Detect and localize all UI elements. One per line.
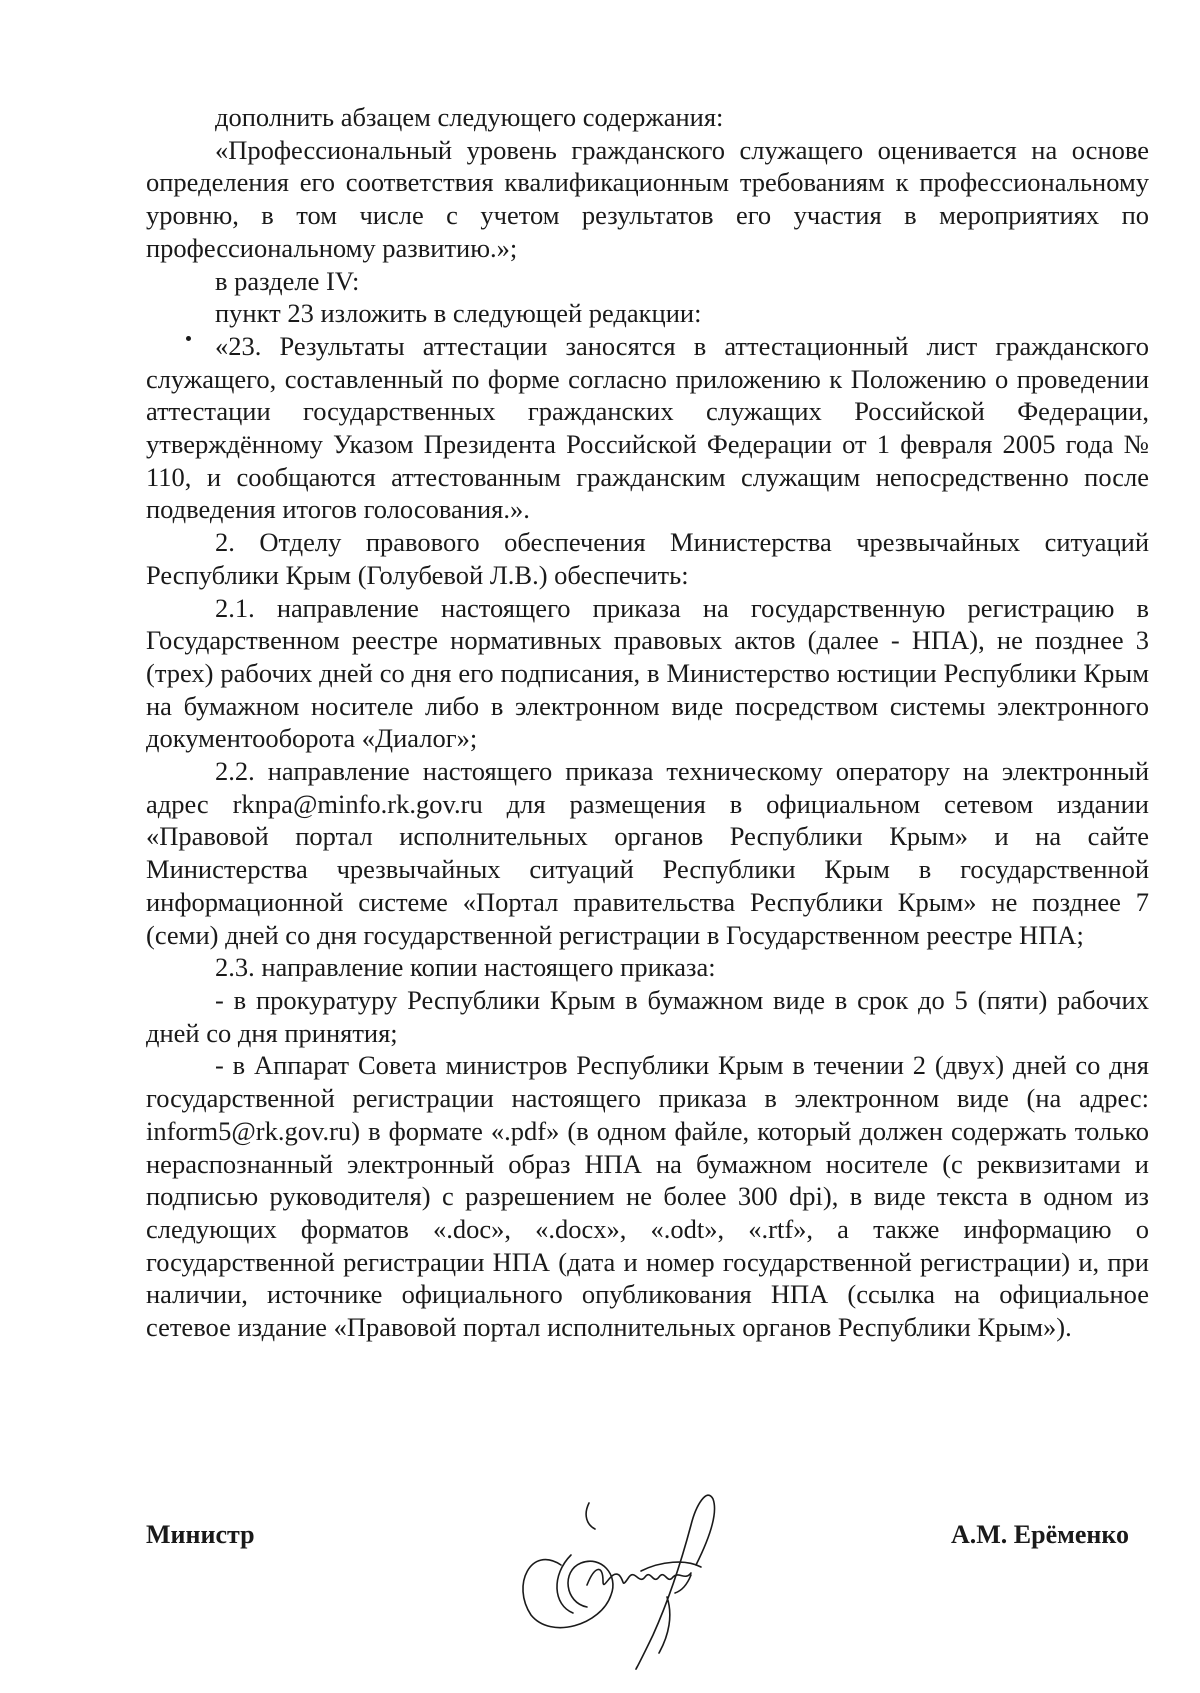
document-body: [146, 101, 1149, 1344]
paragraph-4: пункт 23 изложить в следующей редакции:: [215, 298, 702, 329]
paragraph-3: в разделе IV:: [215, 265, 360, 296]
paragraph-10: - в прокуратуру Республики Крым в бумажном виде в срок до 5 (пяти) рабочих дней со дня принятия;: [146, 984, 1149, 1048]
signer-name: А.М. Ерёменко: [950, 1520, 1129, 1549]
paragraph-8: 2.2. направление настоящего приказа техническому оператору на электронный адрес rknpa@minfo.rk.gov.ru для размещения в официальном сетевом издании «Правовой портал исполнительных органов Республики Крым» и на сайте Министерства чрезвычайных ситуаций Республики Крым в государственной информационной системе «Портал правительства Республики Крым» не позднее 7 (семи) дней со дня государственной регистрации в Государственном реестре НПА;: [146, 756, 1149, 950]
paragraph-5: «23. Результаты аттестации заносятся в аттестационный лист гражданского служащего, составленный по форме согласно приложению к Положению о проведении аттестации государственных гражданских служащих Российской Федерации, утверждённому Указом Президента Российской Федерации от 1 февраля 2005 года № 110, и сообщаются аттестованным гражданским служащим непосредственно после подведения итогов голосования.».: [146, 330, 1149, 525]
paragraph-1: дополнить абзацем следующего содержания:: [215, 102, 724, 132]
paragraph-6: 2. Отделу правового обеспечения Министерства чрезвычайных ситуаций Республики Крым (Голубевой Л.В.) обеспечить:: [146, 527, 1149, 590]
paragraph-11: - в Аппарат Совета министров Республики Крым в течении 2 (двух) дней со дня государственной регистрации настоящего приказа в электронном виде (на адрес: inform5@rk.gov.ru) в формате «.pdf» (в одном файле, который должен содержать только нераспознанный электронный образ НПА на бумажном носителе (с реквизитами и подписью руководителя) с разрешением не более 300 dpi), в виде текста в одном из следующих форматов «.doc», «.docx», «.odt», «.rtf», а также информацию о государственной регистрации НПА (дата и номер государственной регистрации) и, при наличии, источнике официального опубликования НПА (ссылка на официальное сетевое издание «Правовой портал исполнительных органов Республики Крым»).: [146, 1050, 1149, 1343]
paragraph-9: 2.3. направление копии настоящего приказа:: [215, 952, 716, 983]
margin-dot-mark: [186, 336, 191, 341]
paragraph-7: 2.1. направление настоящего приказа на государственную регистрацию в Государственном реестре нормативных правовых актов (далее - НПА), не позднее 3 (трех) рабочих дней со дня его подписания, в Министерство юстиции Республики Крым на бумажном носителе либо в электронном виде посредством системы электронного документооборота «Диалог»;: [146, 592, 1149, 754]
signature-block: [146, 1510, 1149, 1660]
signer-role: Министр: [146, 1520, 255, 1549]
paragraph-2: «Профессиональный уровень гражданского служащего оценивается на основе определения его соответствия квалификационным требованиям к профессиональному уровню, в том числе с учетом результатов его участия в мероприятиях по профессиональному развитию.»;: [146, 134, 1149, 263]
handwritten-signature-icon: [491, 1485, 751, 1685]
